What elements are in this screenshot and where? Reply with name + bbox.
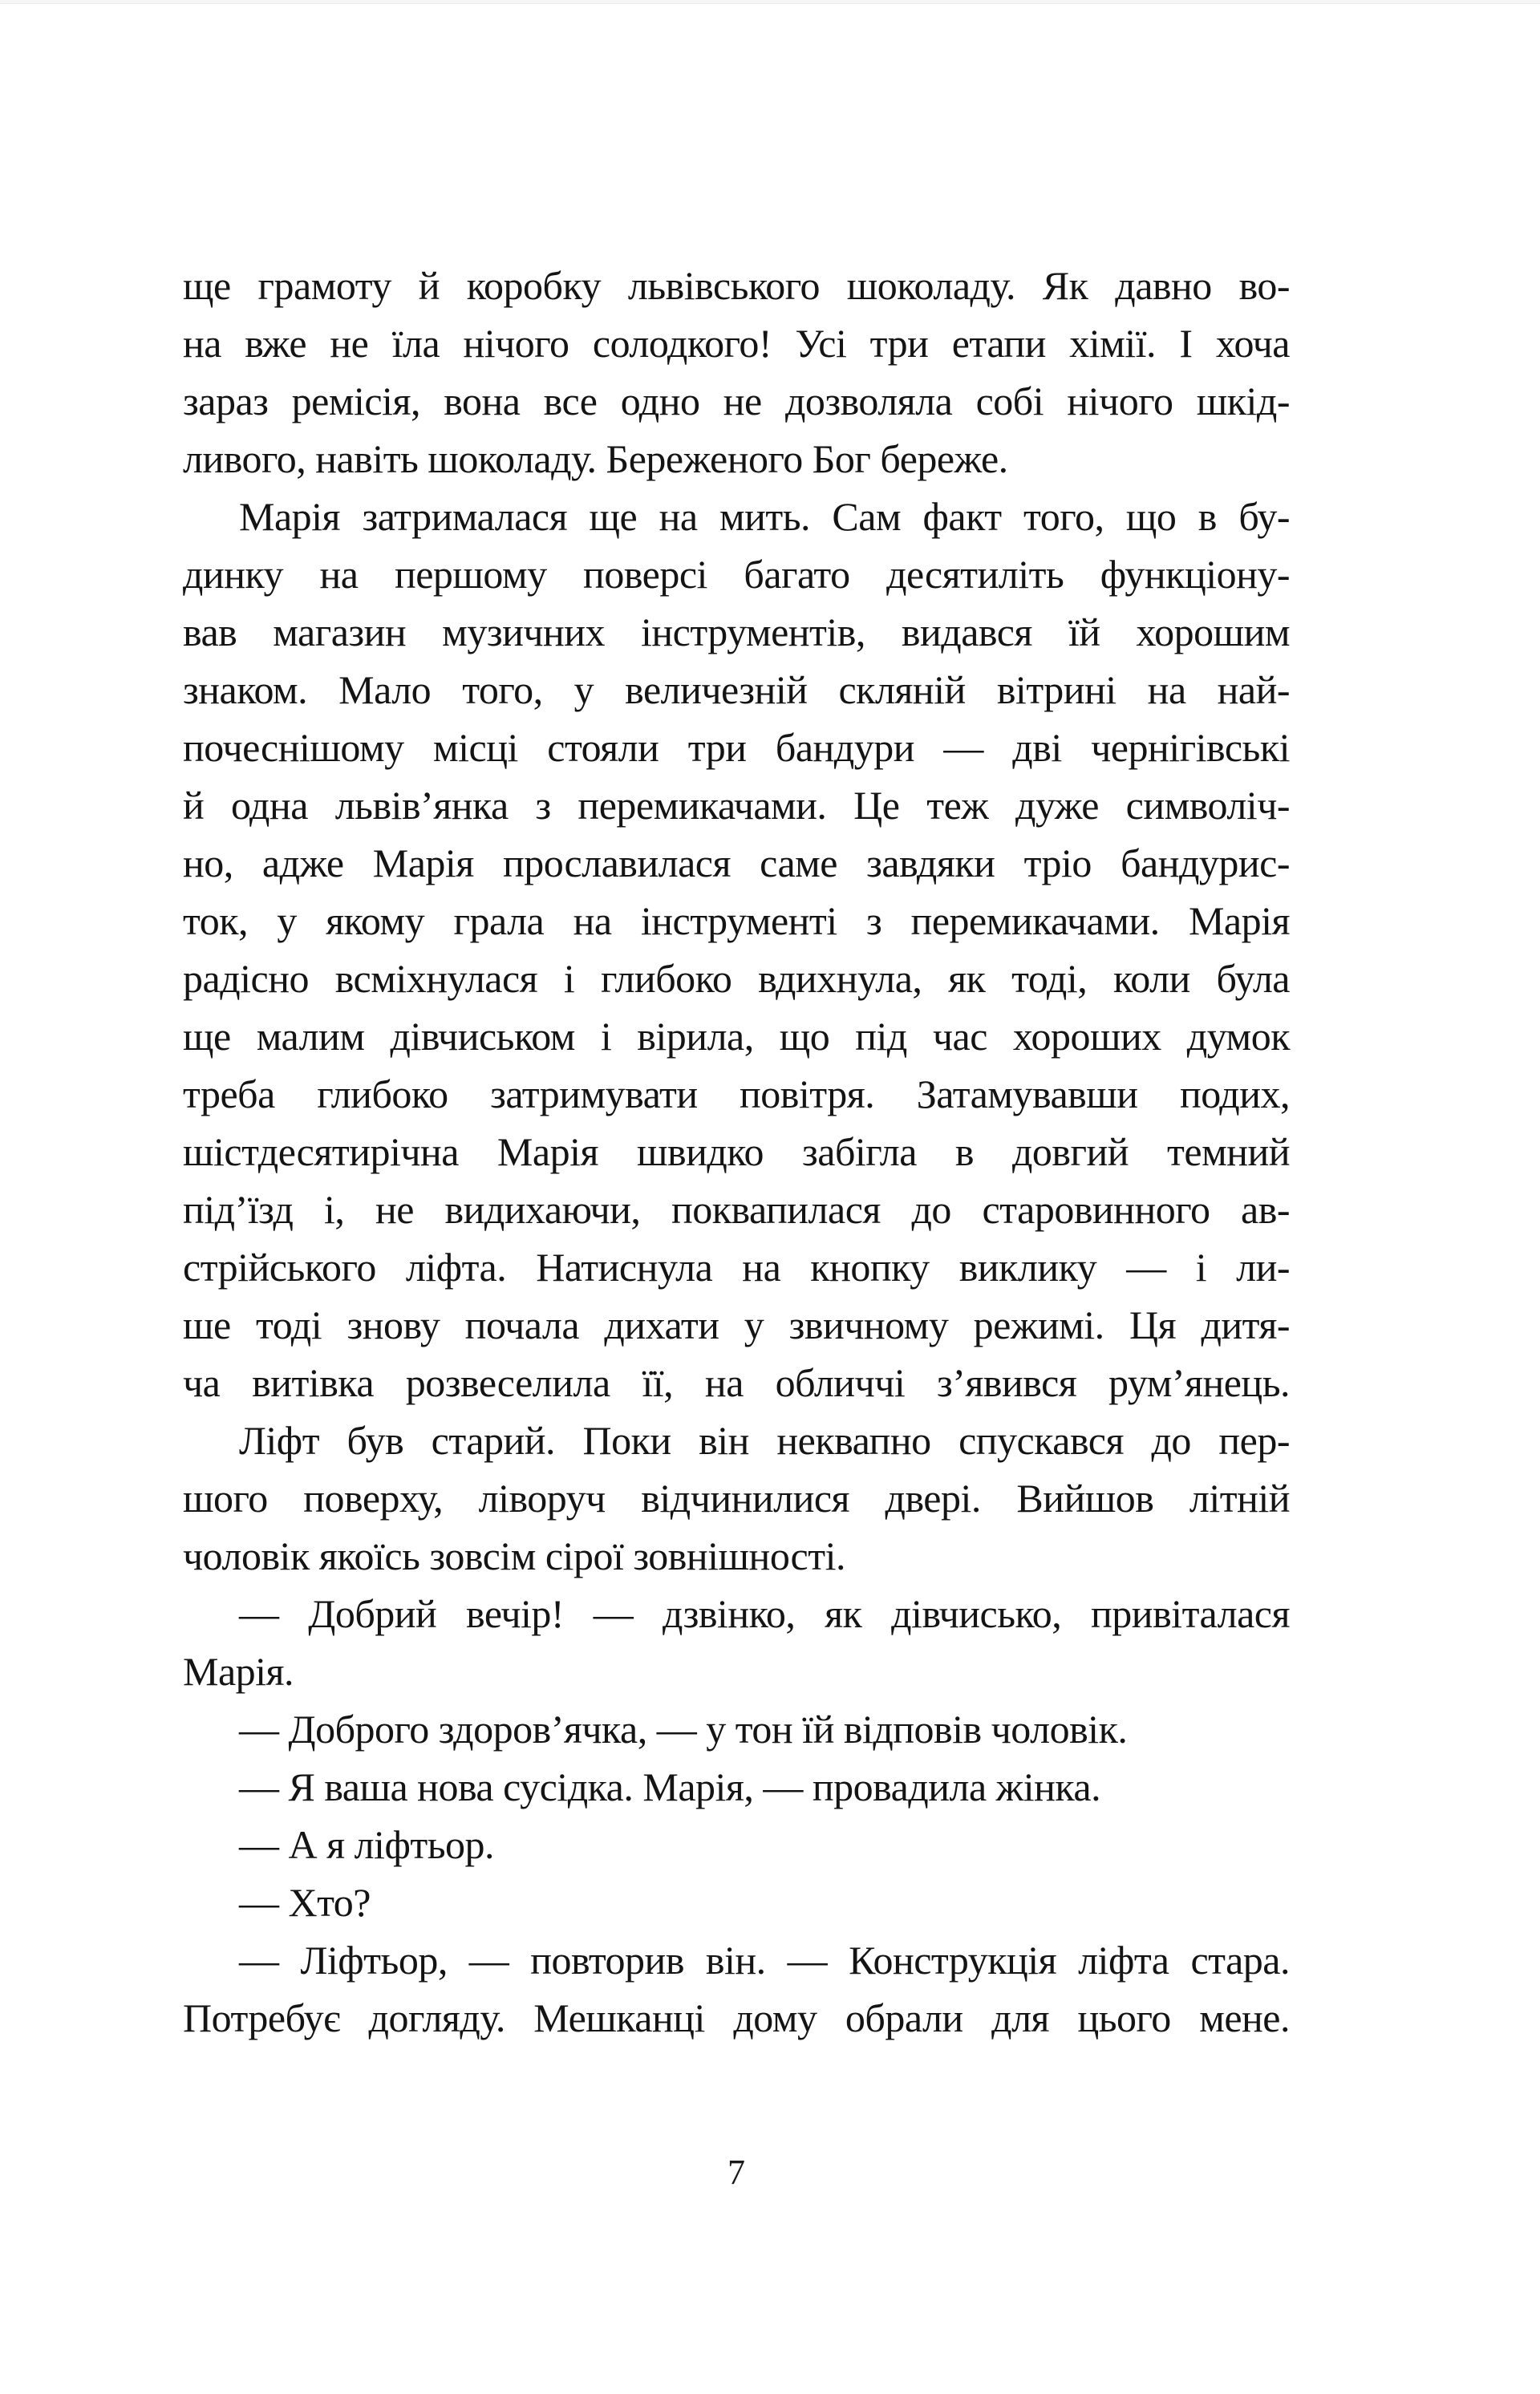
text-line: ливого, навіть шоколаду. Береженого Бог береже.: [183, 436, 1008, 481]
text-line: на вже не їла нічого солодкого! Усі три етапи хімії. І хоча: [183, 321, 1290, 366]
text-line: під’їзд і, не видихаючи, поквапилася до старовинного ав-: [183, 1187, 1290, 1232]
text-line: — Добрий вечір! — дзвінко, як дівчисько, привіталася: [239, 1591, 1290, 1636]
text-line: шістдесятирічна Марія швидко забігла в довгий темний: [183, 1129, 1290, 1174]
text-line: ток, у якому грала на інструменті з перемикачами. Марія: [183, 898, 1290, 943]
text-line: вав магазин музичних інструментів, видався їй хорошим: [183, 610, 1290, 654]
text-line: знаком. Мало того, у величезній скляній вітрині на най-: [183, 667, 1290, 712]
text-line: ше тоді знову почала дихати у звичному режимі. Ця дитя-: [183, 1302, 1290, 1347]
text-line: ча витівка розвеселила її, на обличчі з’явився рум’янець.: [183, 1360, 1290, 1405]
text-line: но, адже Марія прославилася саме завдяки тріо бандурис-: [183, 841, 1290, 885]
text-line: — Хто?: [239, 1880, 371, 1925]
text-line: Марія.: [183, 1649, 294, 1694]
text-line: зараз ремісія, вона все одно не дозволяла собі нічого шкід-: [183, 379, 1290, 423]
text-line: динку на першому поверсі багато десятиліть функціону-: [183, 552, 1290, 597]
text-line: чоловік якоїсь зовсім сірої зовнішності.: [183, 1533, 845, 1578]
page-number: 7: [727, 2153, 745, 2192]
text-line: шого поверху, ліворуч відчинилися двері. Вийшов літній: [183, 1476, 1290, 1521]
text-block: [183, 257, 1290, 2047]
text-line: Марія затрималася ще на мить. Сам факт того, що в бу-: [239, 494, 1290, 539]
text-line: — Ліфтьор, — повторив він. — Конструкція ліфта стара.: [239, 1938, 1290, 1983]
text-line: стрійського ліфта. Натиснула на кнопку виклику — і ли-: [183, 1245, 1290, 1290]
text-line: й одна львів’янка з перемикачами. Це теж дуже символіч-: [183, 783, 1290, 828]
text-line: — Я ваша нова сусідка. Марія, — провадила жінка.: [239, 1764, 1101, 1809]
text-line: Ліфт був старий. Поки він неквапно спускався до пер-: [239, 1418, 1290, 1463]
text-line: Потребує догляду. Мешканці дому обрали для цього мене.: [183, 1995, 1290, 2040]
text-line: почеснішому місці стояли три бандури — дві чернігівські: [183, 725, 1290, 770]
text-line: — А я ліфтьор.: [239, 1822, 494, 1867]
text-line: ще малим дівчиськом і вірила, що під час хороших думок: [183, 1014, 1290, 1059]
text-line: радісно всміхнулася і глибоко вдихнула, як тоді, коли була: [183, 956, 1290, 1001]
text-line: — Доброго здоров’ячка, — у тон їй відповів чоловік.: [239, 1707, 1128, 1752]
top-edge-strip: [0, 0, 1540, 4]
text-line: ще грамоту й коробку львівського шоколаду. Як давно во-: [183, 263, 1290, 308]
text-line: треба глибоко затримувати повітря. Затамувавши подих,: [183, 1071, 1290, 1116]
